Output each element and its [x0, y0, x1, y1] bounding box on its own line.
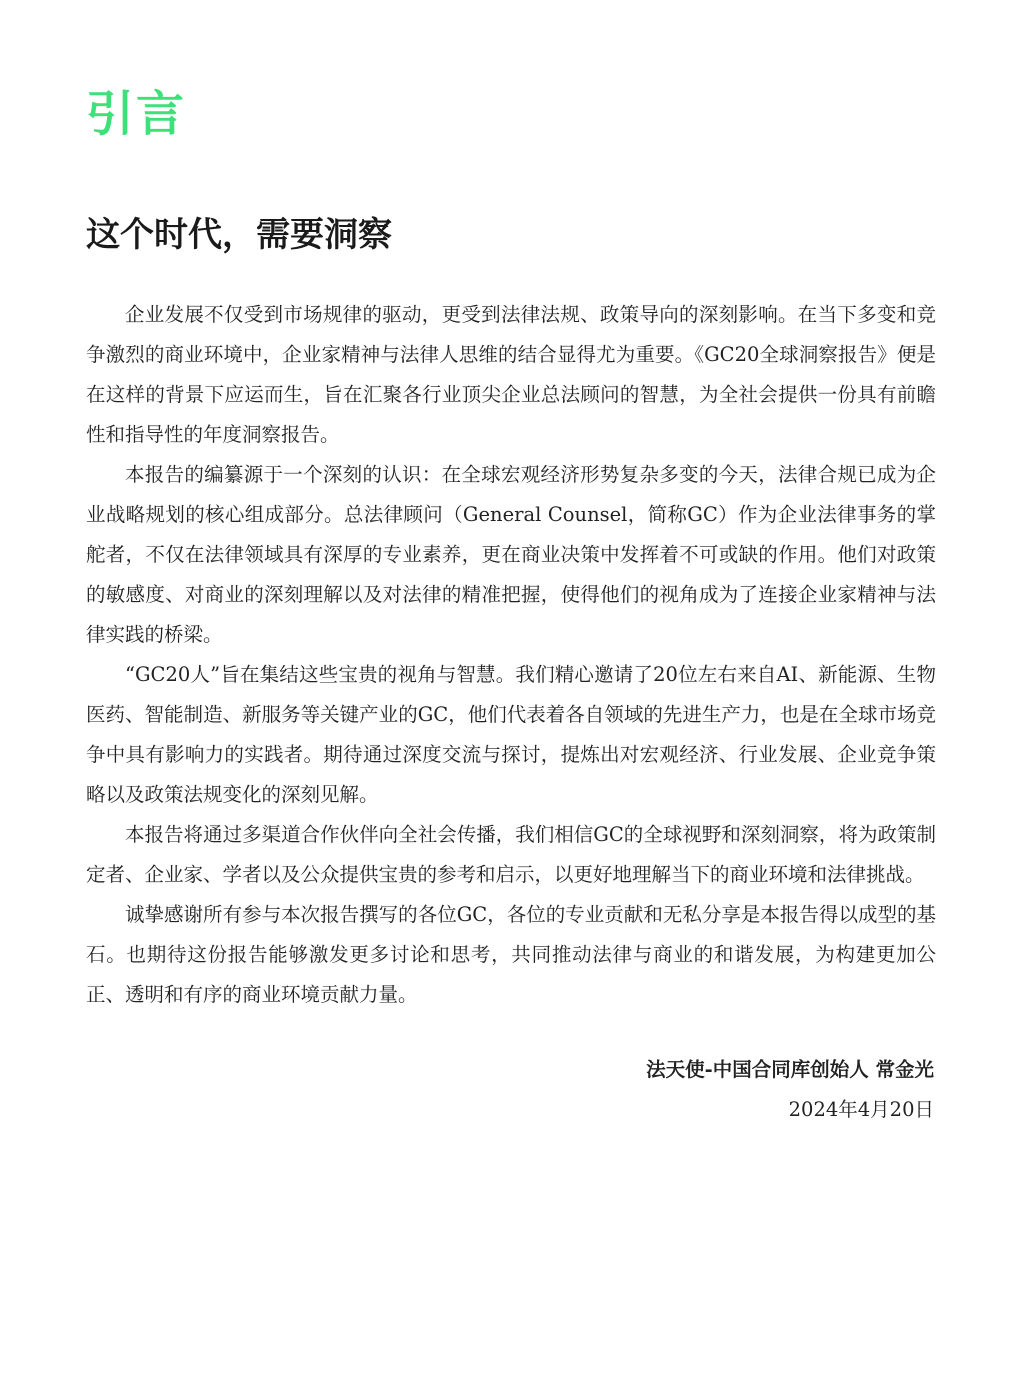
- paragraph: “GC20人”旨在集结这些宝贵的视角与智慧。我们精心邀请了20位左右来自AI、新能源、生物医药、智能制造、新服务等关键产业的GC，他们代表着各自领域的先进生产力，也是在全球市场竞争中具有影响力的实践者。期待通过深度交流与探讨，提炼出对宏观经济、行业发展、企业竞争策略以及政策法规变化的深刻见解。: [86, 663, 936, 806]
- signature-block: [646, 1050, 934, 1130]
- signature-name: 法天使-中国合同库创始人 常金光: [646, 1058, 934, 1081]
- paragraph: 企业发展不仅受到市场规律的驱动，更受到法律法规、政策导向的深刻影响。在当下多变和竞争激烈的商业环境中，企业家精神与法律人思维的结合显得尤为重要。《GC20全球洞察报告》便是在这样的背景下应运而生，旨在汇聚各行业顶尖企业总法顾问的智慧，为全社会提供一份具有前瞻性和指导性的年度洞察报告。: [86, 303, 936, 446]
- body-text: [86, 295, 936, 1015]
- paragraph: 本报告将通过多渠道合作伙伴向全社会传播，我们相信GC的全球视野和深刻洞察，将为政策制定者、企业家、学者以及公众提供宝贵的参考和启示，以更好地理解当下的商业环境和法律挑战。: [86, 823, 936, 886]
- paragraph: 诚挚感谢所有参与本次报告撰写的各位GC，各位的专业贡献和无私分享是本报告得以成型的基石。也期待这份报告能够激发更多讨论和思考，共同推动法律与商业的和谐发展，为构建更加公正、透明和有序的商业环境贡献力量。: [86, 903, 936, 1006]
- section-label: 引言: [86, 86, 187, 142]
- page-headline: 这个时代，需要洞察: [86, 215, 392, 255]
- signature-date: 2024年4月20日: [788, 1098, 934, 1121]
- paragraph: 本报告的编纂源于一个深刻的认识：在全球宏观经济形势复杂多变的今天，法律合规已成为企业战略规划的核心组成部分。总法律顾问（General Counsel，简称GC）作为企业法律事务的掌舵者，不仅在法律领域具有深厚的专业素养，更在商业决策中发挥着不可或缺的作用。他们对政策的敏感度、对商业的深刻理解以及对法律的精准把握，使得他们的视角成为了连接企业家精神与法律实践的桥梁。: [86, 463, 936, 646]
